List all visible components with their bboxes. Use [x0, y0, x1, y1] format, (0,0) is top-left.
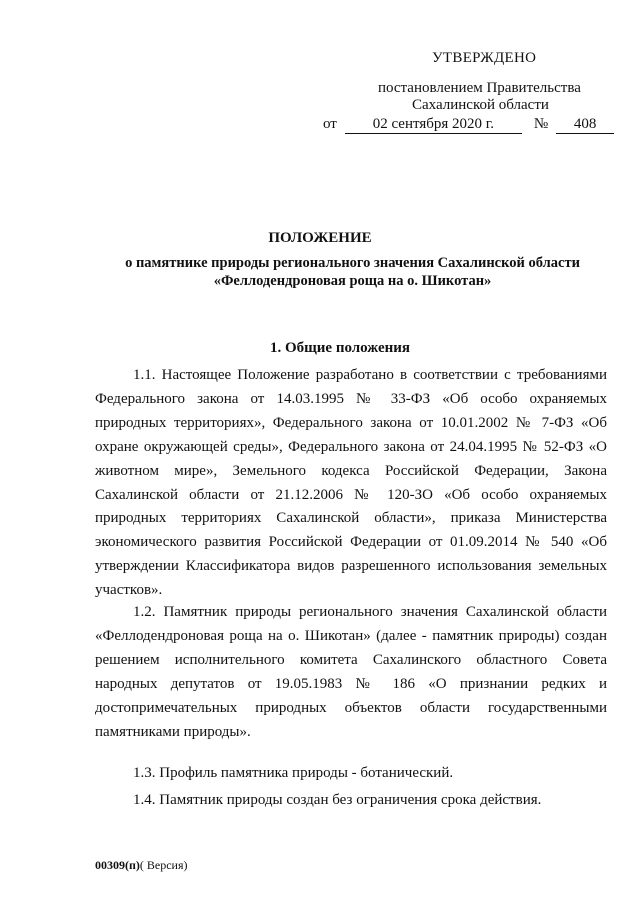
paragraph-text: 1.1. Настоящее Положение разработано в соответствии с требованиями Федерального закона от 14.03.1995 № 33-ФЗ «Об особо охраняемых природных территориях», Федерального закона от 10.01.2002 № 7-ФЗ «Об охране окружающей среды», Федерального закона от 24.04.1995 № 52-ФЗ «О животном мире», Земельного кодекса Российской Федерации, Закона Сахалинской области от 21.12.2006 № 120-ЗО «Об особо охраняемых природных территориях Сахалинской области», приказа Министерства экономического развития Российской Федерации от 01.09.2014 № 540 «Об утверждении Классификатора видов разрешенного использования земельных участков». [95, 367, 607, 599]
section-heading: 1. Общие положения [269, 340, 411, 356]
paragraph-1-3 [95, 762, 607, 786]
date-label: от [323, 116, 337, 132]
paragraph-text: 1.4. Памятник природы создан без ограничения срока действия. [133, 792, 542, 808]
paragraph-1-4 [95, 789, 607, 813]
footer-code: 00309(п) [95, 858, 140, 872]
paragraph-1-1 [95, 364, 607, 603]
subtitle-line-2: «Феллодендроновая роща на о. Шикотан» [213, 273, 492, 289]
paragraph-1-2 [95, 601, 607, 744]
footer-document-code [95, 858, 188, 873]
footer-version: ( Версия) [139, 858, 188, 872]
paragraph-text: 1.2. Памятник природы регионального значения Сахалинской области «Феллодендроновая роща на о. Шикотан» (далее - памятник природы) создан решением исполнительного комитета Сахалинского областного Совета народных депутатов от 19.05.1983 № 186 «О признании редких и достопримечательных природных объектов области государственными памятниками природы». [95, 604, 607, 740]
paragraph-text: 1.3. Профиль памятника природы - ботанический. [133, 765, 454, 781]
approval-authority-line1: постановлением Правительства [378, 80, 581, 96]
approval-date: 02 сентября 2020 г. [345, 115, 522, 134]
approval-authority-line2: Сахалинской области [412, 97, 549, 113]
subtitle-line-1: о памятнике природы регионального значения Сахалинской области [125, 255, 580, 271]
approval-date-row [323, 115, 614, 134]
approval-number: 408 [556, 115, 614, 134]
approval-title: УТВЕРЖДЕНО [432, 50, 537, 66]
document-subtitle [110, 254, 595, 290]
number-label: № [533, 116, 549, 132]
document-title: ПОЛОЖЕНИЕ [268, 230, 372, 246]
